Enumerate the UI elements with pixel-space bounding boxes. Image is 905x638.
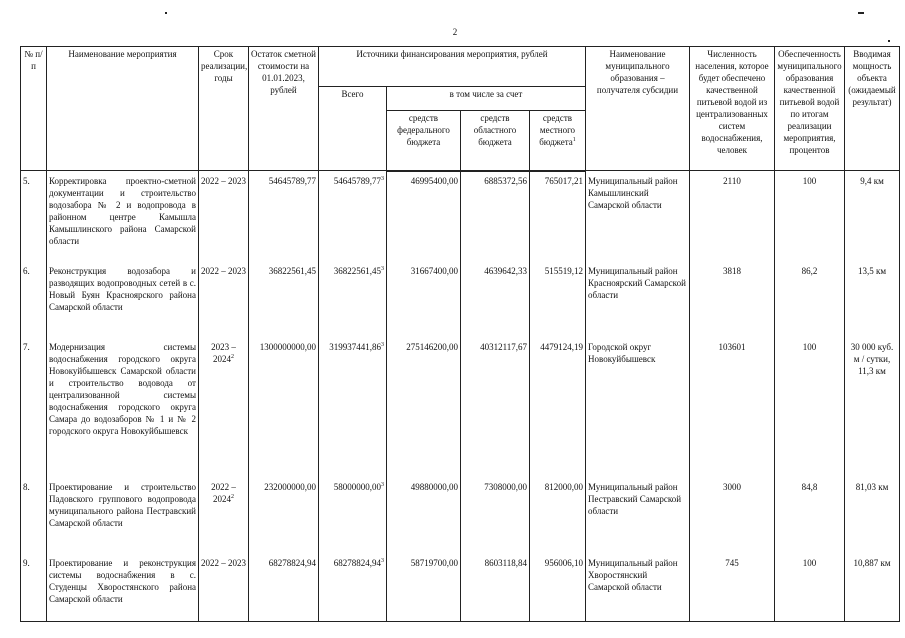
row-provision: 100 [775,174,845,264]
row-capacity: 30 000 куб. м / сутки, 11,3 км [845,340,900,480]
row-local: 515519,12 [530,264,586,340]
header-total: Всего [319,87,387,171]
row-local: 4479124,19 [530,340,586,480]
row-local: 812000,00 [530,480,586,556]
row-federal: 46995400,00 [387,174,461,264]
row-federal: 275146200,00 [387,340,461,480]
row-num: 8. [21,480,47,556]
table-row [21,480,900,556]
row-capacity: 10,887 км [845,556,900,622]
table-row [21,264,900,340]
row-num: 5. [21,174,47,264]
row-population: 745 [690,556,775,622]
row-population: 103601 [690,340,775,480]
row-total: 36822561,45$^3$ [319,264,387,340]
footnote-marker: 1 [572,137,576,143]
row-balance: 68278824,94 [249,556,319,622]
table-row [21,556,900,622]
header-name: Наименование мероприятия [47,47,199,171]
page-number: 2 [452,27,458,37]
header-sources: Источники финансирования мероприятия, рублей [319,47,586,87]
row-federal: 58719700,00 [387,556,461,622]
row-name: Проектирование и реконструкция системы водоснабжения в с. Студенцы Хворостянского района Самарской области [47,556,199,622]
row-num: 9. [21,556,47,622]
row-recipient: Муниципальный район Камышлинский Самарской области [586,174,690,264]
row-local: 765017,21 [530,174,586,264]
row-regional: 4639642,33 [461,264,530,340]
table-row [21,174,900,264]
row-balance: 1300000000,00 [249,340,319,480]
row-term: 2022 – 2023 [199,174,249,264]
row-local: 956006,10 [530,556,586,622]
row-name: Реконструкция водозабора и разводящих водопроводных сетей в с. Новый Буян Красноярского района Самарской области [47,264,199,340]
row-name: Модернизация системы водоснабжения городского округа Новокуйбышевск Самарской области и строительство водовода от централизованной системы водоснабжения городского округа Самара до водозаборов № 1 и № 2 городского округа Новокуйбышевск [47,340,199,480]
row-name: Корректировка проектно-сметной документации и строительство водозабора № 2 и водопровода в районном центре Камышла Камышлинского района Самарской области [47,174,199,264]
row-regional: 8603118,84 [461,556,530,622]
row-num: 7. [21,340,47,480]
row-term: 2022 – 2023 [199,264,249,340]
row-capacity: 13,5 км [845,264,900,340]
header-population: Численность населения, которое будет обеспечено качественной питьевой водой из централизованных систем водоснабжения, человек [690,47,775,171]
row-population: 3818 [690,264,775,340]
row-population: 3000 [690,480,775,556]
row-recipient: Муниципальный район Пестравский Самарской области [586,480,690,556]
header-term: Срок реализации, годы [199,47,249,171]
row-total: 58000000,00$^3$ [319,480,387,556]
header-federal: средств федерального бюджета [387,111,461,171]
row-federal: 49880000,00 [387,480,461,556]
row-total: 319937441,86$^3$ [319,340,387,480]
row-balance: 232000000,00 [249,480,319,556]
row-recipient: Городской округ Новокуйбышевск [586,340,690,480]
row-regional: 40312117,67 [461,340,530,480]
financing-table [20,46,900,622]
row-name: Проектирование и строительство Падовского группового водопровода муниципального района Пестравский Самарской области [47,480,199,556]
scan-speck [165,12,167,14]
row-balance: 54645789,77 [249,174,319,264]
row-recipient: Муниципальный район Хворостянский Самарской области [586,556,690,622]
row-provision: 100 [775,340,845,480]
row-regional: 6885372,56 [461,174,530,264]
row-regional: 7308000,00 [461,480,530,556]
header-num: № п/п [21,47,47,171]
row-term: 2022 – 2024$^2$ [199,480,249,556]
row-total: 54645789,77$^3$ [319,174,387,264]
header-balance: Остаток сметной стоимости на 01.01.2023, рублей [249,47,319,171]
row-population: 2110 [690,174,775,264]
header-incl: в том числе за счет [387,87,586,111]
header-local: средств местного бюджета$^1$ [530,111,586,171]
row-provision: 84,8 [775,480,845,556]
row-term: 2023 – 2024$^2$ [199,340,249,480]
row-num: 6. [21,264,47,340]
row-provision: 100 [775,556,845,622]
row-capacity: 9,4 км [845,174,900,264]
row-recipient: Муниципальный район Красноярский Самарской области [586,264,690,340]
table-row [21,340,900,480]
scan-speck [888,40,890,42]
row-provision: 86,2 [775,264,845,340]
header-capacity: Вводимая мощность объекта (ожидаемый результат) [845,47,900,171]
header-provision: Обеспеченность муниципального образования качественной питьевой водой по итогам реализации мероприятия, процентов [775,47,845,171]
row-federal: 31667400,00 [387,264,461,340]
row-capacity: 81,03 км [845,480,900,556]
row-total: 68278824,94$^3$ [319,556,387,622]
scan-speck [858,12,864,14]
row-term: 2022 – 2023 [199,556,249,622]
header-recipient: Наименование муниципального образования – получателя субсидии [586,47,690,171]
header-regional: средств областного бюджета [461,111,530,171]
row-balance: 36822561,45 [249,264,319,340]
